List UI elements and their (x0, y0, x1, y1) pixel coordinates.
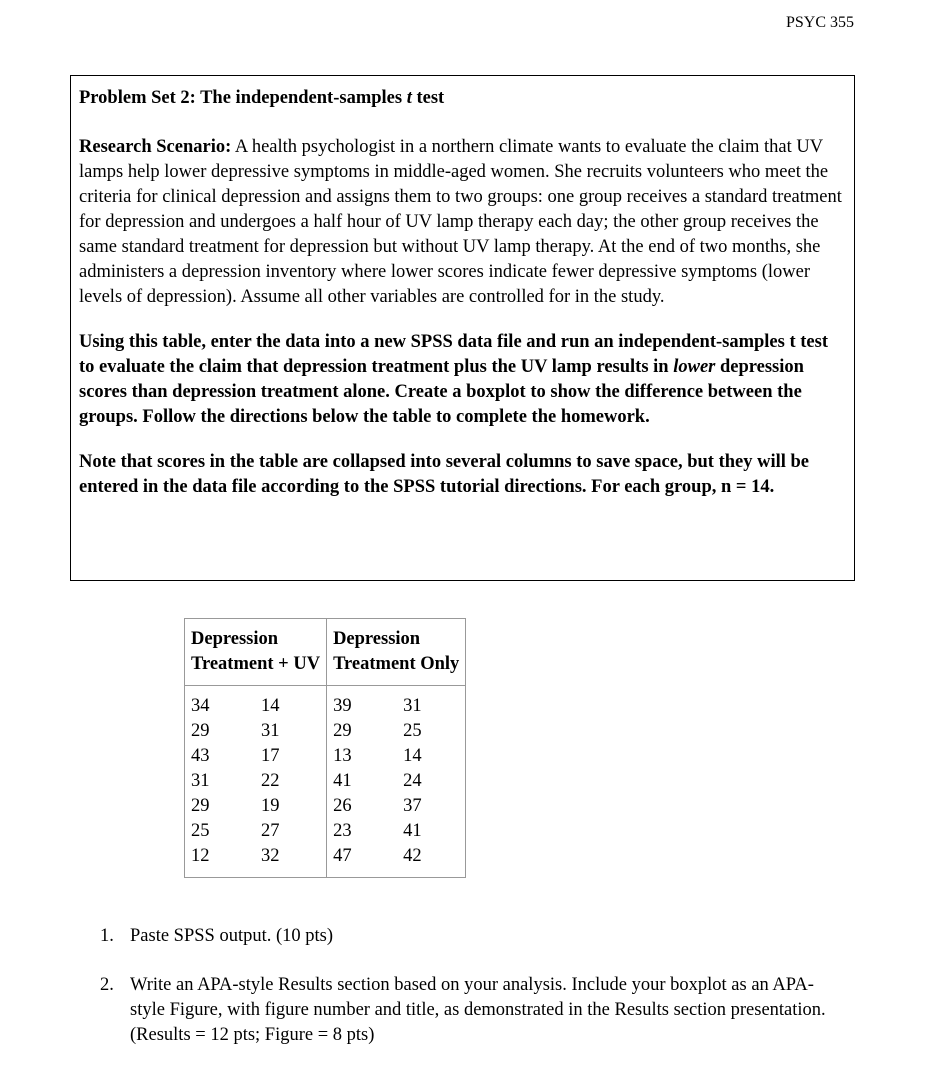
cell-uv (185, 744, 327, 769)
score-value: 13 (333, 746, 352, 766)
table-header-row (185, 619, 466, 686)
course-header: PSYC 355 (785, 14, 854, 31)
direction-item (100, 973, 840, 1048)
problem-box (70, 75, 855, 581)
cell-only (327, 769, 466, 794)
header-uv-line1: Depression (191, 629, 279, 649)
note: Note that scores in the table are collapsed into several columns to save space, but they will be entered in the data file according to the SPSS tutorial directions. For each group, n = 14. (79, 452, 810, 497)
table-row (185, 819, 466, 844)
title-suffix: test (411, 88, 445, 108)
cell-only (327, 744, 466, 769)
cell-only (327, 794, 466, 819)
cell-uv (185, 686, 327, 720)
score-value: 25 (403, 721, 422, 741)
score-value: 41 (403, 821, 422, 841)
direction-number: 2. (100, 975, 114, 995)
direction-item (100, 924, 840, 949)
scenario-text: A health psychologist in a northern climate wants to evaluate the claim that UV lamps help lower depressive symptoms in middle-aged women. She recruits volunteers who meet the criteria for clinical depression and assigns them to two groups: one group receives a standard treatment for depression and undergoes a half hour of UV lamp therapy each day; the other group receives the same standard treatment for depression but without UV lamp therapy. At the end of two months, she administers a depression inventory where lower scores indicate fewer depressive symptoms (lower levels of depression). Assume all other variables are controlled for in the study. (79, 137, 842, 307)
cell-only (327, 844, 466, 878)
instructions-italic: lower (673, 357, 716, 377)
cell-uv (185, 844, 327, 878)
instructions-part1: Using this table, enter the data into a new SPSS data file and run an independent-samples t test to evaluate the claim that depression treatment plus the UV lamp results in (79, 332, 828, 377)
table-row (185, 794, 466, 819)
score-value: 14 (261, 696, 280, 716)
cell-uv (185, 719, 327, 744)
instructions (79, 330, 846, 430)
score-value: 27 (261, 821, 280, 841)
cell-only (327, 686, 466, 720)
header-treatment-uv (185, 619, 327, 686)
score-value: 39 (333, 696, 352, 716)
score-value: 26 (333, 796, 352, 816)
score-value: 29 (333, 721, 352, 741)
directions-list (100, 924, 840, 1072)
score-value: 23 (333, 821, 352, 841)
research-scenario (79, 135, 846, 310)
score-value: 31 (403, 696, 422, 716)
score-value: 24 (403, 771, 422, 791)
score-value: 29 (191, 796, 210, 816)
title-prefix: Problem Set 2: The independent-samples (79, 88, 407, 108)
score-value: 37 (403, 796, 422, 816)
score-value: 29 (191, 721, 210, 741)
header-treatment-only (327, 619, 466, 686)
header-only-line1: Depression (333, 629, 421, 649)
score-value: 17 (261, 746, 280, 766)
direction-text: Write an APA-style Results section based on your analysis. Include your boxplot as an APA-style Figure, with figure number and title, as demonstrated in the Results section presentation. (Results = 12 pts; Figure = 8 pts) (130, 975, 826, 1045)
table-row (185, 744, 466, 769)
cell-only (327, 819, 466, 844)
score-value: 14 (403, 746, 422, 766)
score-value: 43 (191, 746, 210, 766)
direction-number: 1. (100, 926, 114, 946)
instructions-part2: depression scores than depression treatment alone. Create a boxplot to show the difference between the groups. Follow the directions below the table to complete the homework. (79, 357, 804, 427)
score-value: 42 (403, 846, 422, 866)
table-row (185, 686, 466, 720)
scores-table (184, 618, 466, 878)
table-row (185, 719, 466, 744)
cell-uv (185, 769, 327, 794)
cell-uv (185, 794, 327, 819)
score-value: 47 (333, 846, 352, 866)
scenario-label: Research Scenario: (79, 137, 232, 157)
problem-title (79, 86, 846, 111)
table-row (185, 844, 466, 878)
score-value: 22 (261, 771, 280, 791)
score-value: 19 (261, 796, 280, 816)
score-value: 34 (191, 696, 210, 716)
score-value: 12 (191, 846, 210, 866)
direction-text: Paste SPSS output. (10 pts) (130, 926, 334, 946)
header-uv-line2: Treatment + UV (191, 654, 321, 674)
title-italic-t: t (406, 88, 412, 108)
score-value: 31 (261, 721, 280, 741)
score-value: 32 (261, 846, 280, 866)
score-value: 25 (191, 821, 210, 841)
score-value: 31 (191, 771, 210, 791)
cell-only (327, 719, 466, 744)
score-value: 41 (333, 771, 352, 791)
cell-uv (185, 819, 327, 844)
table-row (185, 769, 466, 794)
header-only-line2: Treatment Only (333, 654, 460, 674)
